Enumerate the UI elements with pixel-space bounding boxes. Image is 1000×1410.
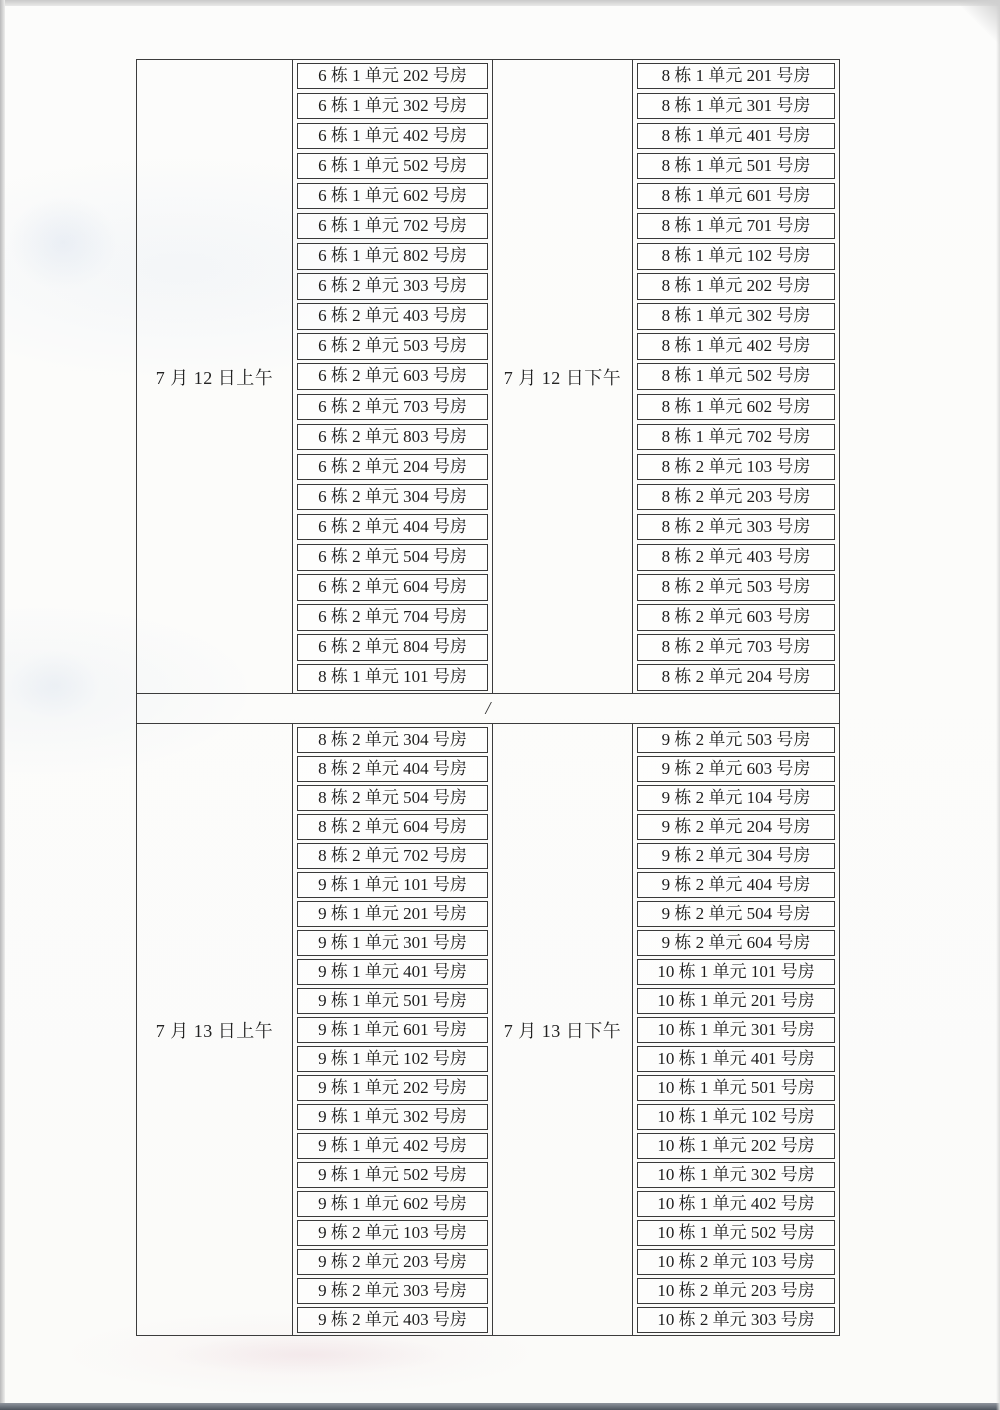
room-cell: 6 栋 1 单元 302 号房 bbox=[297, 93, 488, 120]
room-cell: 6 栋 2 单元 604 号房 bbox=[297, 574, 488, 601]
scan-edge-left bbox=[0, 0, 5, 1410]
morning-date-label: 7 月 13 日上午 bbox=[137, 724, 293, 1335]
scan-edge-top bbox=[0, 0, 1000, 6]
afternoon-date-label: 7 月 12 日下午 bbox=[492, 60, 633, 693]
scan-smudge bbox=[170, 1335, 450, 1375]
room-cell: 9 栋 2 单元 303 号房 bbox=[297, 1278, 488, 1304]
room-cell: 6 栋 1 单元 402 号房 bbox=[297, 123, 488, 150]
room-cell: 8 栋 1 单元 202 号房 bbox=[637, 273, 835, 300]
room-cell: 10 栋 2 单元 203 号房 bbox=[637, 1278, 835, 1304]
room-cell: 8 栋 1 单元 501 号房 bbox=[637, 153, 835, 180]
schedule-table bbox=[136, 59, 840, 1336]
room-cell: 8 栋 1 单元 101 号房 bbox=[297, 664, 488, 691]
room-cell: 9 栋 2 单元 403 号房 bbox=[297, 1307, 488, 1333]
room-cell: 6 栋 2 单元 804 号房 bbox=[297, 634, 488, 661]
room-cell: 10 栋 1 单元 201 号房 bbox=[637, 988, 835, 1014]
room-cell: 8 栋 1 单元 301 号房 bbox=[637, 93, 835, 120]
room-cell: 9 栋 2 单元 604 号房 bbox=[637, 930, 835, 956]
room-cell: 8 栋 1 单元 102 号房 bbox=[637, 243, 835, 270]
room-cell: 6 栋 2 单元 303 号房 bbox=[297, 273, 488, 300]
scan-smudge bbox=[8, 195, 118, 290]
room-cell: 9 栋 2 单元 204 号房 bbox=[637, 814, 835, 840]
room-cell: 6 栋 1 单元 502 号房 bbox=[297, 153, 488, 180]
room-cell: 9 栋 2 单元 404 号房 bbox=[637, 872, 835, 898]
room-cell: 6 栋 2 单元 204 号房 bbox=[297, 454, 488, 481]
room-cell: 9 栋 1 单元 301 号房 bbox=[297, 930, 488, 956]
room-cell: 6 栋 2 单元 403 号房 bbox=[297, 303, 488, 330]
room-cell: 8 栋 2 单元 304 号房 bbox=[297, 727, 488, 753]
room-cell: 9 栋 1 单元 101 号房 bbox=[297, 872, 488, 898]
room-cell: 8 栋 2 单元 703 号房 bbox=[637, 634, 835, 661]
room-cell: 9 栋 1 单元 302 号房 bbox=[297, 1104, 488, 1130]
schedule-section bbox=[137, 724, 839, 1335]
room-cell: 10 栋 1 单元 502 号房 bbox=[637, 1220, 835, 1246]
separator-slash: / bbox=[485, 698, 491, 719]
room-cell: 8 栋 1 单元 502 号房 bbox=[637, 363, 835, 390]
room-cell: 8 栋 2 单元 603 号房 bbox=[637, 604, 835, 631]
room-cell: 10 栋 1 单元 202 号房 bbox=[637, 1133, 835, 1159]
room-cell: 8 栋 2 单元 404 号房 bbox=[297, 756, 488, 782]
room-cell: 10 栋 2 单元 303 号房 bbox=[637, 1307, 835, 1333]
room-cell: 10 栋 1 单元 302 号房 bbox=[637, 1162, 835, 1188]
room-cell: 6 栋 2 单元 603 号房 bbox=[297, 363, 488, 390]
room-cell: 8 栋 1 单元 701 号房 bbox=[637, 213, 835, 240]
room-cell: 6 栋 2 单元 503 号房 bbox=[297, 333, 488, 360]
room-cell: 6 栋 2 单元 504 号房 bbox=[297, 544, 488, 571]
room-cell: 6 栋 2 单元 704 号房 bbox=[297, 604, 488, 631]
room-cell: 6 栋 2 单元 304 号房 bbox=[297, 484, 488, 511]
room-cell: 8 栋 2 单元 403 号房 bbox=[637, 544, 835, 571]
room-cell: 9 栋 1 单元 201 号房 bbox=[297, 901, 488, 927]
room-cell: 6 栋 1 单元 802 号房 bbox=[297, 243, 488, 270]
room-cell: 8 栋 1 单元 201 号房 bbox=[637, 63, 835, 90]
room-cell: 8 栋 2 单元 103 号房 bbox=[637, 454, 835, 481]
room-cell: 6 栋 2 单元 404 号房 bbox=[297, 514, 488, 541]
room-cell: 8 栋 1 单元 302 号房 bbox=[637, 303, 835, 330]
room-cell: 10 栋 1 单元 102 号房 bbox=[637, 1104, 835, 1130]
room-cell: 9 栋 1 单元 601 号房 bbox=[297, 1017, 488, 1043]
afternoon-room-list bbox=[633, 724, 839, 1335]
room-cell: 6 栋 2 单元 703 号房 bbox=[297, 394, 488, 421]
room-cell: 6 栋 1 单元 202 号房 bbox=[297, 63, 488, 90]
room-cell: 8 栋 1 单元 602 号房 bbox=[637, 394, 835, 421]
room-cell: 9 栋 2 单元 503 号房 bbox=[637, 727, 835, 753]
room-cell: 8 栋 2 单元 504 号房 bbox=[297, 785, 488, 811]
room-cell: 9 栋 2 单元 203 号房 bbox=[297, 1249, 488, 1275]
room-cell: 9 栋 2 单元 103 号房 bbox=[297, 1220, 488, 1246]
room-cell: 9 栋 1 单元 202 号房 bbox=[297, 1075, 488, 1101]
room-cell: 8 栋 1 单元 702 号房 bbox=[637, 424, 835, 451]
room-cell: 10 栋 1 单元 101 号房 bbox=[637, 959, 835, 985]
room-cell: 8 栋 2 单元 503 号房 bbox=[637, 574, 835, 601]
afternoon-date-label: 7 月 13 日下午 bbox=[492, 724, 633, 1335]
room-cell: 10 栋 1 单元 402 号房 bbox=[637, 1191, 835, 1217]
room-cell: 8 栋 1 单元 402 号房 bbox=[637, 333, 835, 360]
room-cell: 9 栋 1 单元 501 号房 bbox=[297, 988, 488, 1014]
scan-smudge bbox=[10, 650, 100, 720]
room-cell: 8 栋 1 单元 601 号房 bbox=[637, 183, 835, 210]
scan-edge-bottom bbox=[0, 1403, 1000, 1410]
room-cell: 6 栋 1 单元 702 号房 bbox=[297, 213, 488, 240]
room-cell: 9 栋 1 单元 401 号房 bbox=[297, 959, 488, 985]
room-cell: 8 栋 2 单元 204 号房 bbox=[637, 664, 835, 691]
section-separator-row bbox=[137, 693, 839, 724]
room-cell: 8 栋 2 单元 303 号房 bbox=[637, 514, 835, 541]
room-cell: 9 栋 1 单元 602 号房 bbox=[297, 1191, 488, 1217]
room-cell: 10 栋 1 单元 401 号房 bbox=[637, 1046, 835, 1072]
schedule-section bbox=[137, 60, 839, 693]
room-cell: 8 栋 1 单元 401 号房 bbox=[637, 123, 835, 150]
room-cell: 9 栋 2 单元 304 号房 bbox=[637, 843, 835, 869]
scan-corner-shadow bbox=[930, 0, 1000, 46]
room-cell: 8 栋 2 单元 604 号房 bbox=[297, 814, 488, 840]
room-cell: 9 栋 1 单元 502 号房 bbox=[297, 1162, 488, 1188]
room-cell: 10 栋 2 单元 103 号房 bbox=[637, 1249, 835, 1275]
room-cell: 9 栋 2 单元 504 号房 bbox=[637, 901, 835, 927]
room-cell: 9 栋 1 单元 102 号房 bbox=[297, 1046, 488, 1072]
room-cell: 6 栋 2 单元 803 号房 bbox=[297, 424, 488, 451]
room-cell: 9 栋 1 单元 402 号房 bbox=[297, 1133, 488, 1159]
room-cell: 10 栋 1 单元 501 号房 bbox=[637, 1075, 835, 1101]
morning-room-list bbox=[293, 724, 492, 1335]
room-cell: 6 栋 1 单元 602 号房 bbox=[297, 183, 488, 210]
room-cell: 10 栋 1 单元 301 号房 bbox=[637, 1017, 835, 1043]
room-cell: 9 栋 2 单元 104 号房 bbox=[637, 785, 835, 811]
morning-date-label: 7 月 12 日上午 bbox=[137, 60, 293, 693]
afternoon-room-list bbox=[633, 60, 839, 693]
room-cell: 8 栋 2 单元 702 号房 bbox=[297, 843, 488, 869]
room-cell: 9 栋 2 单元 603 号房 bbox=[637, 756, 835, 782]
scan-edge-right bbox=[996, 0, 1000, 1410]
morning-room-list bbox=[293, 60, 492, 693]
room-cell: 8 栋 2 单元 203 号房 bbox=[637, 484, 835, 511]
